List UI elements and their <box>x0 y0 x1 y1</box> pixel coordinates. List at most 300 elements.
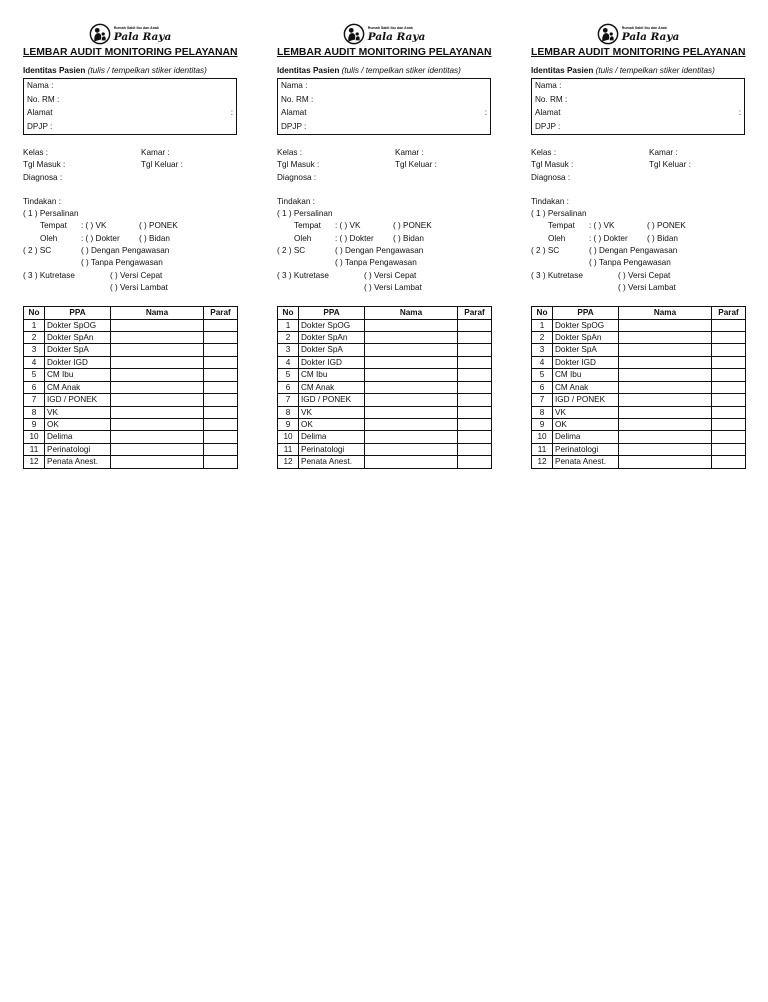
tgl-keluar-field[interactable]: Tgl Keluar : <box>395 160 437 170</box>
row-no-cell: 7 <box>278 394 299 406</box>
row-no-cell: 10 <box>278 431 299 443</box>
oleh-dokter-checkbox[interactable]: : ( ) Dokter <box>335 233 374 243</box>
row-ppa-cell: CM Anak <box>553 381 619 393</box>
col-header-no: No <box>24 307 45 319</box>
table-row <box>24 456 238 468</box>
oleh-label: Oleh <box>548 233 566 243</box>
col-header-ppa: PPA <box>553 307 619 319</box>
sc-tanpa-checkbox[interactable]: ( ) Tanpa Pengawasan <box>335 258 417 268</box>
admission-info <box>23 147 237 184</box>
table-row <box>278 394 492 406</box>
form-title: LEMBAR AUDIT MONITORING PELAYANAN <box>531 47 746 58</box>
table-row <box>278 431 492 443</box>
table-row <box>532 394 746 406</box>
row-paraf-cell[interactable] <box>458 431 492 443</box>
row-paraf-cell[interactable] <box>458 456 492 468</box>
row-ppa-cell: Dokter IGD <box>299 356 365 368</box>
row-paraf-cell[interactable] <box>712 369 746 381</box>
row-paraf-cell[interactable] <box>712 356 746 368</box>
row-no-cell: 8 <box>532 406 553 418</box>
persalinan-option[interactable]: ( 1 ) Persalinan <box>23 209 79 219</box>
kamar-field[interactable]: Kamar : <box>141 148 170 157</box>
col-header-paraf: Paraf <box>458 307 492 319</box>
alamat-label: Alamat <box>27 108 53 117</box>
alamat-field[interactable] <box>281 106 487 120</box>
row-nama-cell[interactable] <box>619 418 712 430</box>
table-row <box>24 418 238 430</box>
row-no-cell: 5 <box>278 369 299 381</box>
row-ppa-cell: Delima <box>45 431 111 443</box>
row-no-cell: 1 <box>24 319 45 331</box>
row-nama-cell[interactable] <box>111 369 204 381</box>
row-nama-cell[interactable] <box>365 369 458 381</box>
row-paraf-cell[interactable] <box>712 394 746 406</box>
identitas-box[interactable] <box>23 78 237 135</box>
row-ppa-cell: Dokter SpA <box>299 344 365 356</box>
tindakan-section <box>23 196 237 294</box>
row-nama-cell[interactable] <box>111 456 204 468</box>
tgl-masuk-field[interactable]: Tgl Masuk : <box>23 160 66 170</box>
row-nama-cell[interactable] <box>111 344 204 356</box>
hospital-name: Pala Raya <box>113 30 172 43</box>
tempat-ponek-checkbox[interactable]: ( ) PONEK <box>647 221 686 231</box>
row-paraf-cell[interactable] <box>458 332 492 344</box>
row-paraf-cell[interactable] <box>712 443 746 455</box>
row-ppa-cell: Dokter SpAn <box>299 332 365 344</box>
oleh-row <box>531 233 745 245</box>
sc-dengan-checkbox[interactable]: ( ) Dengan Pengawasan <box>335 246 424 256</box>
row-paraf-cell[interactable] <box>204 394 238 406</box>
row-paraf-cell[interactable] <box>712 431 746 443</box>
row-nama-cell[interactable] <box>365 431 458 443</box>
diagnosa-field[interactable]: Diagnosa : <box>531 172 571 182</box>
hospital-logo <box>531 22 745 46</box>
row-paraf-cell[interactable] <box>712 332 746 344</box>
row-paraf-cell[interactable] <box>712 344 746 356</box>
table-header-row <box>24 307 238 319</box>
kelas-field[interactable]: Kelas : <box>531 148 557 157</box>
row-ppa-cell: VK <box>299 406 365 418</box>
sc-row <box>277 245 491 257</box>
identitas-heading <box>277 65 491 77</box>
table-row <box>532 344 746 356</box>
alamat-field[interactable] <box>535 106 741 120</box>
col-header-nama: Nama <box>619 307 712 319</box>
row-paraf-cell[interactable] <box>458 443 492 455</box>
table-row <box>278 443 492 455</box>
table-row <box>24 431 238 443</box>
row-no-cell: 2 <box>278 332 299 344</box>
row-no-cell: 2 <box>24 332 45 344</box>
row-nama-cell[interactable] <box>365 443 458 455</box>
tgl-masuk-field[interactable]: Tgl Masuk : <box>531 160 574 170</box>
row-nama-cell[interactable] <box>365 332 458 344</box>
row-nama-cell[interactable] <box>619 344 712 356</box>
row-no-cell: 9 <box>24 418 45 430</box>
row-ppa-cell: IGD / PONEK <box>45 394 111 406</box>
kutretase-cepat-checkbox[interactable]: ( ) Versi Cepat <box>364 270 417 280</box>
row-no-cell: 12 <box>24 456 45 468</box>
tempat-ponek-checkbox[interactable]: ( ) PONEK <box>139 221 178 231</box>
admission-info <box>531 147 745 184</box>
row-nama-cell[interactable] <box>619 319 712 331</box>
tempat-vk-checkbox[interactable]: : ( ) VK <box>335 221 361 231</box>
ppa-table <box>277 306 492 468</box>
row-ppa-cell: IGD / PONEK <box>553 394 619 406</box>
row-ppa-cell: Penata Anest. <box>45 456 111 468</box>
row-no-cell: 12 <box>532 456 553 468</box>
row-no-cell: 10 <box>24 431 45 443</box>
row-nama-cell[interactable] <box>111 443 204 455</box>
row-no-cell: 4 <box>278 356 299 368</box>
identitas-heading <box>23 65 237 77</box>
row-ppa-cell: IGD / PONEK <box>299 394 365 406</box>
oleh-bidan-checkbox[interactable]: ( ) Bidan <box>139 233 170 243</box>
row-ppa-cell: OK <box>45 418 111 430</box>
table-row <box>24 344 238 356</box>
row-paraf-cell[interactable] <box>458 381 492 393</box>
row-nama-cell[interactable] <box>365 319 458 331</box>
row-paraf-cell[interactable] <box>204 406 238 418</box>
row-nama-cell[interactable] <box>619 356 712 368</box>
row-nama-cell[interactable] <box>111 356 204 368</box>
col-header-no: No <box>278 307 299 319</box>
diagnosa-field[interactable]: Diagnosa : <box>277 172 317 182</box>
row-ppa-cell: CM Ibu <box>553 369 619 381</box>
row-ppa-cell: Delima <box>553 431 619 443</box>
row-no-cell: 5 <box>24 369 45 381</box>
tempat-label: Tempat <box>40 221 67 231</box>
row-no-cell: 4 <box>24 356 45 368</box>
row-nama-cell[interactable] <box>619 394 712 406</box>
identitas-box[interactable] <box>531 78 745 135</box>
tempat-label: Tempat <box>294 221 321 231</box>
sc-tanpa-row <box>277 257 491 269</box>
row-ppa-cell: Delima <box>299 431 365 443</box>
row-paraf-cell[interactable] <box>712 381 746 393</box>
row-paraf-cell[interactable] <box>204 332 238 344</box>
sc-option[interactable]: ( 2 ) SC <box>277 246 306 256</box>
sc-row <box>531 245 745 257</box>
hospital-type-text: Rumah Sakit Ibu dan Anak <box>621 25 667 30</box>
row-no-cell: 4 <box>532 356 553 368</box>
row-nama-cell[interactable] <box>365 406 458 418</box>
table-row <box>532 456 746 468</box>
row-ppa-cell: Dokter SpA <box>553 344 619 356</box>
row-paraf-cell[interactable] <box>458 344 492 356</box>
col-header-paraf: Paraf <box>712 307 746 319</box>
dpjp-field[interactable]: DPJP : <box>281 121 307 131</box>
oleh-label: Oleh <box>40 233 58 243</box>
row-nama-cell[interactable] <box>111 381 204 393</box>
kutretase-lambat-row <box>277 282 491 294</box>
table-header-row <box>278 307 492 319</box>
col-header-no: No <box>532 307 553 319</box>
row-nama-cell[interactable] <box>111 332 204 344</box>
oleh-row <box>23 233 237 245</box>
tgl-keluar-field[interactable]: Tgl Keluar : <box>649 160 691 170</box>
row-no-cell: 6 <box>278 381 299 393</box>
table-row <box>24 443 238 455</box>
table-header-row <box>532 307 746 319</box>
mother-child-logo-icon <box>89 23 111 45</box>
diagnosa-field[interactable]: Diagnosa : <box>23 172 63 182</box>
audit-form-2 <box>277 22 491 469</box>
kutretase-lambat-checkbox[interactable]: ( ) Versi Lambat <box>110 282 168 292</box>
kutretase-row <box>531 270 745 282</box>
row-nama-cell[interactable] <box>111 431 204 443</box>
table-row <box>24 394 238 406</box>
table-row <box>532 319 746 331</box>
row-nama-cell[interactable] <box>365 356 458 368</box>
oleh-dokter-checkbox[interactable]: : ( ) Dokter <box>589 233 628 243</box>
row-no-cell: 8 <box>278 406 299 418</box>
oleh-bidan-checkbox[interactable]: ( ) Bidan <box>647 233 678 243</box>
tempat-ponek-checkbox[interactable]: ( ) PONEK <box>393 221 432 231</box>
sc-option[interactable]: ( 2 ) SC <box>23 246 52 256</box>
row-paraf-cell[interactable] <box>204 319 238 331</box>
row-nama-cell[interactable] <box>619 369 712 381</box>
audit-form-3 <box>531 22 745 469</box>
kutretase-lambat-checkbox[interactable]: ( ) Versi Lambat <box>364 282 422 292</box>
hospital-type-text: Rumah Sakit Ibu dan Anak <box>367 25 413 30</box>
kelas-field[interactable]: Kelas : <box>277 148 303 157</box>
no-rm-field[interactable]: No. RM : <box>535 94 568 104</box>
row-ppa-cell: Dokter SpOG <box>45 319 111 331</box>
col-header-ppa: PPA <box>45 307 111 319</box>
row-nama-cell[interactable] <box>365 418 458 430</box>
tgl-masuk-field[interactable]: Tgl Masuk : <box>277 160 320 170</box>
table-row <box>278 344 492 356</box>
row-paraf-cell[interactable] <box>458 369 492 381</box>
sc-option[interactable]: ( 2 ) SC <box>531 246 560 256</box>
row-ppa-cell: CM Anak <box>299 381 365 393</box>
persalinan-option[interactable]: ( 1 ) Persalinan <box>531 209 587 219</box>
row-no-cell: 9 <box>532 418 553 430</box>
row-nama-cell[interactable] <box>111 406 204 418</box>
table-row <box>532 443 746 455</box>
identitas-hint: (tulis / tempelkan stiker identitas) <box>341 66 461 75</box>
tindakan-section <box>277 196 491 294</box>
row-paraf-cell[interactable] <box>204 369 238 381</box>
row-no-cell: 6 <box>532 381 553 393</box>
row-ppa-cell: Dokter SpAn <box>45 332 111 344</box>
nama-field[interactable]: Nama : <box>27 81 54 90</box>
oleh-dokter-checkbox[interactable]: : ( ) Dokter <box>81 233 120 243</box>
row-paraf-cell[interactable] <box>204 356 238 368</box>
row-paraf-cell[interactable] <box>712 406 746 418</box>
row-paraf-cell[interactable] <box>204 344 238 356</box>
kutretase-lambat-row <box>23 282 237 294</box>
hospital-type-text: Rumah Sakit Ibu dan Anak <box>113 25 159 30</box>
row-ppa-cell: Perinatologi <box>299 443 365 455</box>
no-rm-field[interactable]: No. RM : <box>281 94 314 104</box>
tgl-keluar-field[interactable]: Tgl Keluar : <box>141 160 183 170</box>
row-paraf-cell[interactable] <box>458 356 492 368</box>
oleh-label: Oleh <box>294 233 312 243</box>
kutretase-cepat-checkbox[interactable]: ( ) Versi Cepat <box>618 270 671 280</box>
sc-tanpa-checkbox[interactable]: ( ) Tanpa Pengawasan <box>589 258 671 268</box>
row-nama-cell[interactable] <box>619 431 712 443</box>
alamat-field[interactable] <box>27 106 233 120</box>
sc-row <box>23 245 237 257</box>
table-row <box>532 418 746 430</box>
kutretase-option[interactable]: ( 3 ) Kutretase <box>531 270 583 280</box>
kutretase-option[interactable]: ( 3 ) Kutretase <box>277 270 329 280</box>
row-paraf-cell[interactable] <box>712 418 746 430</box>
row-no-cell: 11 <box>278 443 299 455</box>
hospital-name: Pala Raya <box>367 30 426 43</box>
table-row <box>532 369 746 381</box>
row-no-cell: 1 <box>278 319 299 331</box>
row-paraf-cell[interactable] <box>458 319 492 331</box>
row-no-cell: 5 <box>532 369 553 381</box>
row-nama-cell[interactable] <box>365 344 458 356</box>
kutretase-lambat-checkbox[interactable]: ( ) Versi Lambat <box>618 282 676 292</box>
form-title: LEMBAR AUDIT MONITORING PELAYANAN <box>23 47 238 58</box>
table-row <box>278 369 492 381</box>
row-nama-cell[interactable] <box>619 406 712 418</box>
nama-field[interactable]: Nama : <box>281 81 308 90</box>
row-ppa-cell: Perinatologi <box>45 443 111 455</box>
tempat-row <box>23 220 237 232</box>
kamar-field[interactable]: Kamar : <box>395 148 424 157</box>
tempat-vk-checkbox[interactable]: : ( ) VK <box>589 221 615 231</box>
row-ppa-cell: Dokter SpOG <box>299 319 365 331</box>
row-paraf-cell[interactable] <box>458 406 492 418</box>
mother-child-logo-icon <box>343 23 365 45</box>
row-ppa-cell: Dokter IGD <box>553 356 619 368</box>
kutretase-row <box>277 270 491 282</box>
identitas-label: Identitas Pasien <box>277 66 340 75</box>
row-ppa-cell: Perinatologi <box>553 443 619 455</box>
sc-dengan-checkbox[interactable]: ( ) Dengan Pengawasan <box>589 246 678 256</box>
no-rm-field[interactable]: No. RM : <box>27 94 60 104</box>
row-ppa-cell: Dokter SpAn <box>553 332 619 344</box>
table-row <box>278 406 492 418</box>
row-paraf-cell[interactable] <box>204 381 238 393</box>
row-paraf-cell[interactable] <box>712 456 746 468</box>
kelas-field[interactable]: Kelas : <box>23 148 49 157</box>
row-nama-cell[interactable] <box>111 418 204 430</box>
tempat-row <box>531 220 745 232</box>
alamat-label: Alamat <box>535 108 561 117</box>
row-ppa-cell: Dokter IGD <box>45 356 111 368</box>
mother-child-logo-icon <box>597 23 619 45</box>
row-no-cell: 2 <box>532 332 553 344</box>
identitas-hint: (tulis / tempelkan stiker identitas) <box>595 66 715 75</box>
table-row <box>278 319 492 331</box>
tempat-vk-checkbox[interactable]: : ( ) VK <box>81 221 107 231</box>
row-paraf-cell[interactable] <box>204 418 238 430</box>
col-header-nama: Nama <box>365 307 458 319</box>
sc-dengan-checkbox[interactable]: ( ) Dengan Pengawasan <box>81 246 170 256</box>
table-row <box>532 332 746 344</box>
table-row <box>278 418 492 430</box>
row-ppa-cell: Penata Anest. <box>553 456 619 468</box>
tempat-label: Tempat <box>548 221 575 231</box>
hospital-logo <box>277 22 491 46</box>
form-title: LEMBAR AUDIT MONITORING PELAYANAN <box>277 47 492 58</box>
row-paraf-cell[interactable] <box>458 394 492 406</box>
table-row <box>24 319 238 331</box>
nama-field[interactable]: Nama : <box>535 81 562 90</box>
identitas-hint: (tulis / tempelkan stiker identitas) <box>87 66 207 75</box>
identitas-box[interactable] <box>277 78 491 135</box>
row-no-cell: 3 <box>24 344 45 356</box>
identitas-label: Identitas Pasien <box>23 66 86 75</box>
col-header-nama: Nama <box>111 307 204 319</box>
kutretase-cepat-checkbox[interactable]: ( ) Versi Cepat <box>110 270 163 280</box>
tindakan-section <box>531 196 745 294</box>
table-row <box>24 332 238 344</box>
row-no-cell: 9 <box>278 418 299 430</box>
row-nama-cell[interactable] <box>365 394 458 406</box>
table-row <box>24 381 238 393</box>
kutretase-row <box>23 270 237 282</box>
table-row <box>278 381 492 393</box>
alamat-colon: : <box>738 108 741 117</box>
row-no-cell: 12 <box>278 456 299 468</box>
row-paraf-cell[interactable] <box>458 418 492 430</box>
row-ppa-cell: Penata Anest. <box>299 456 365 468</box>
table-row <box>532 356 746 368</box>
row-no-cell: 11 <box>24 443 45 455</box>
alamat-colon: : <box>484 108 487 117</box>
dpjp-field[interactable]: DPJP : <box>27 121 53 131</box>
row-nama-cell[interactable] <box>619 332 712 344</box>
table-row <box>532 381 746 393</box>
row-no-cell: 3 <box>278 344 299 356</box>
row-ppa-cell: VK <box>45 406 111 418</box>
row-no-cell: 8 <box>24 406 45 418</box>
col-header-ppa: PPA <box>299 307 365 319</box>
identitas-heading <box>531 65 745 77</box>
row-no-cell: 7 <box>24 394 45 406</box>
row-paraf-cell[interactable] <box>204 431 238 443</box>
kutretase-option[interactable]: ( 3 ) Kutretase <box>23 270 75 280</box>
identitas-label: Identitas Pasien <box>531 66 594 75</box>
table-row <box>24 406 238 418</box>
sc-tanpa-checkbox[interactable]: ( ) Tanpa Pengawasan <box>81 258 163 268</box>
row-nama-cell[interactable] <box>111 319 204 331</box>
dpjp-field[interactable]: DPJP : <box>535 121 561 131</box>
alamat-colon: : <box>230 108 233 117</box>
oleh-row <box>277 233 491 245</box>
table-row <box>278 332 492 344</box>
kutretase-lambat-row <box>531 282 745 294</box>
admission-info <box>277 147 491 184</box>
oleh-bidan-checkbox[interactable]: ( ) Bidan <box>393 233 424 243</box>
persalinan-option[interactable]: ( 1 ) Persalinan <box>277 209 333 219</box>
table-row <box>24 369 238 381</box>
row-paraf-cell[interactable] <box>204 443 238 455</box>
row-nama-cell[interactable] <box>619 456 712 468</box>
kamar-field[interactable]: Kamar : <box>649 148 678 157</box>
row-ppa-cell: CM Anak <box>45 381 111 393</box>
row-nama-cell[interactable] <box>619 381 712 393</box>
alamat-label: Alamat <box>281 108 307 117</box>
row-nama-cell[interactable] <box>365 381 458 393</box>
row-no-cell: 10 <box>532 431 553 443</box>
row-nama-cell[interactable] <box>619 443 712 455</box>
table-row <box>278 356 492 368</box>
row-paraf-cell[interactable] <box>204 456 238 468</box>
row-nama-cell[interactable] <box>111 394 204 406</box>
row-nama-cell[interactable] <box>365 456 458 468</box>
row-paraf-cell[interactable] <box>712 319 746 331</box>
table-row <box>278 456 492 468</box>
